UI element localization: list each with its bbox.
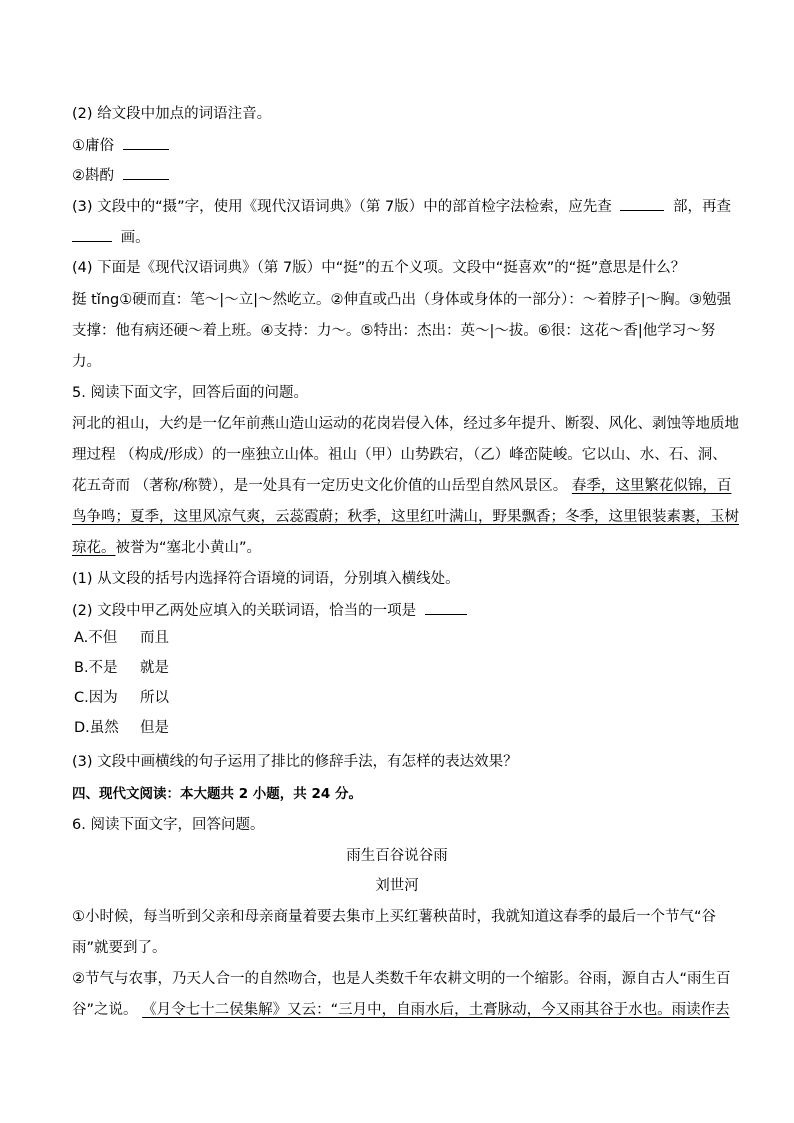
article-line: 雨”就要到了。 [72, 940, 167, 956]
question-5-2-text: (2) 文段中甲乙两处应填入的关联词语，恰当的一项是 [72, 603, 417, 619]
passage-line: 理过程 （构成/形成）的一座独立山体。祖山（甲）山势跌宕，（乙）峰峦陡峻。它以山、水、石、洞、 [72, 447, 727, 463]
passage-line: 河北的祖山，大约是一亿年前燕山造山运动的花岗岩侵入体，经过多年提升、断裂、风化、剥蚀等地质地 [72, 416, 739, 432]
option-b[interactable] [74, 658, 169, 678]
question-3-text-end: 画。 [120, 230, 150, 246]
question-3-text-tail: 部，再查 [672, 199, 731, 215]
section-heading: 四、现代文阅读：本大题共 2 小题，共 24 分。 [72, 786, 362, 802]
option-label: C.因为 [74, 690, 118, 706]
question-3-line-1 [72, 196, 731, 217]
option-word: 而且 [140, 630, 169, 646]
question-5-3: (3) 文段中画横线的句子运用了排比的修辞手法，有怎样的表达效果？ [72, 754, 518, 770]
article-line: ①小时候，每当听到父亲和母亲商量着要去集市上买红薯秧苗时，我就知道这春季的最后一个节气“谷 [72, 909, 717, 925]
answer-blank[interactable] [620, 196, 664, 211]
item-2-label: ②斟酌 [72, 168, 114, 184]
answer-blank[interactable] [123, 165, 169, 180]
option-word: 就是 [140, 660, 169, 676]
article-text: 谷”之说。 [72, 1002, 143, 1018]
option-word: 所以 [140, 690, 169, 706]
item-1-label: ①庸俗 [72, 138, 114, 154]
question-2-item-1 [72, 135, 169, 156]
question-5-title: 5. 阅读下面文字，回答后面的问题。 [72, 385, 308, 401]
underlined-sentence: 《月令七十二侯集解》又云：“三月中，自雨水后，土膏脉动，今又雨其谷于水也。雨读作去 [142, 1002, 730, 1018]
option-label: D.虽然 [74, 720, 119, 736]
question-2-item-2 [72, 165, 169, 186]
article-title: 雨生百谷说谷雨 [346, 848, 448, 864]
question-2-prompt: (2) 给文段中加点的词语注音。 [72, 106, 272, 122]
answer-blank[interactable] [425, 600, 467, 615]
answer-blank[interactable] [72, 227, 112, 242]
passage-line [72, 538, 261, 558]
article-author: 刘世河 [375, 878, 419, 894]
dictionary-entry-line: 挺 tǐng①硬而直：笔～|～立|～然屹立。②伸直或凸出（身体或身体的一部分）：～着脖子|～胸。③勉强 [72, 292, 732, 308]
question-3-text: (3) 文段中的“摄”字，使用《现代汉语词典》（第 7版）中的部首检字法检索，应先查 [72, 199, 612, 215]
article-line [72, 1000, 730, 1020]
answer-blank[interactable] [123, 135, 169, 150]
option-a[interactable] [74, 628, 169, 648]
underlined-sentence: 鸟争鸣；夏季，这里风凉气爽，云蕊霞蔚；秋季，这里红叶满山，野果飘香；冬季，这里银装素裹，玉树 [72, 509, 739, 525]
article-line: ②节气与农事，乃天人合一的自然吻合，也是人类数千年农耕文明的一个缩影。谷雨，源自古人“雨生百 [72, 971, 731, 987]
underlined-sentence: 春季，这里繁花似锦，百 [571, 478, 732, 494]
option-label: A.不但 [74, 630, 118, 646]
question-5-1: (1) 从文段的括号内选择符合语境的词语，分别填入横线处。 [72, 571, 460, 587]
question-6-title: 6. 阅读下面文字，回答问题。 [72, 817, 265, 833]
question-5-2 [72, 600, 467, 621]
option-c[interactable] [74, 688, 169, 708]
option-d[interactable] [74, 718, 169, 738]
dictionary-entry-line: 支撑：他有病还硬～着上班。④支持：力～。⑤特出：杰出：英～|～拔。⑥很：这花～香|他学习～努 [72, 323, 716, 339]
dictionary-entry-line: 力。 [72, 354, 101, 370]
option-word: 但是 [140, 720, 169, 736]
passage-text: 花五奇而 （著称/称赞），是一处具有一定历史文化价值的山岳型自然风景区。 [72, 478, 572, 494]
passage-text: 被誉为“塞北小黄山”。 [115, 540, 262, 556]
question-4-prompt: (4) 下面是《现代汉语词典》（第 7版）中“挺”的五个义项。文段中“挺喜欢”的“挺”意思是什么？ [72, 260, 686, 276]
underlined-sentence: 琼花。 [72, 540, 116, 556]
question-3-line-2 [72, 227, 150, 248]
passage-line [72, 476, 731, 496]
option-label: B.不是 [74, 660, 118, 676]
